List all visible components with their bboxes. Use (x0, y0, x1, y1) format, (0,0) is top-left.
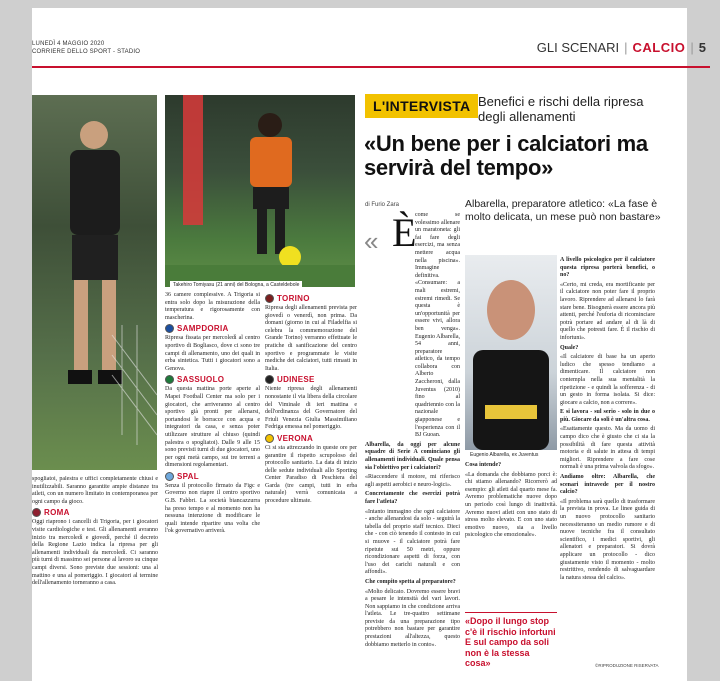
col2-intro: 36 camere complessive. A Trigoria si entra solo dopo la misurazione della temperatura e rigorosamente con mascherina. (165, 292, 260, 321)
team-roma-name: ROMA (44, 508, 70, 518)
training-photo-left (32, 95, 157, 470)
team-roma-text: Oggi riaprono i cancelli di Trigoria, per i giocatori visite cardiologiche e test. Gli allenamenti avranno inizio tra mercoledì e giovedì, perché il decreto della Regione Lazio indica la ripresa per gli allenamenti individuali da mercoledì. Ci saranno più turni di massimo sei persone al lavoro su cinque campi diversi. Sono previste due sessioni: una al mattino e una al pomeriggio. I giocatori al termine dell'allenamento torneranno a casa. (32, 519, 158, 587)
interview-question-5: A livello psicologico per il calciatore questa ripresa porterà benefici, o no? (560, 257, 655, 279)
date-text: LUNEDÌ 4 MAGGIO 2020 (32, 41, 105, 47)
article-title: «Un bene per i calciatori ma servirà del tempo» (364, 131, 648, 180)
team-udinese-text: Niente ripresa degli allenamenti nonostante il via libera della circolare del Viminale di ieri mattina e dell'ordinanza del Governatore del Friuli Venezia Giulia Massimiliano Fedriga emessa nel pomeriggio. (265, 386, 357, 431)
team-torino (265, 294, 357, 303)
interview-answer-6: «Il calciatore di base ha un aperto ludico che spesso tendiamo a dimenticare. Il calciatore non contempla nella sua mentalità la ripetizione - e quindi la sofferenza - di un gesto in forma isolata. Si dice: giocare a calcio, non a correre». (560, 354, 655, 406)
interview-answer-2: «Intanto immagino che ogni calciatore - anche allenandosi da solo - seguirà la tabella del proprio staff tecnico. Dieci che - con ciò tenendo il contesto in cui si muove - il calciatore potrà fare ripetute sui 50 metri, oppure ricondizionare aspetti di forza, con l'uso dei carichi naturali e con affondi». (365, 508, 460, 576)
player-silhouette-mid (165, 95, 355, 287)
team-verona (265, 434, 357, 443)
publication-name: CORRIERE DELLO SPORT - STADIO (32, 49, 141, 55)
column-2 (165, 292, 260, 672)
interview-answer-3: «Molto delicato. Dovremo essere bravi a pesare le intensità del vari lavori. Non sappiamo in che condizione arriva l'atleta. Le tre-quattro settimane previste da una preparazione tipo potrebbero non bastare per garantire prestazioni all'altezza, questo dobbiamo metterlo in conto». (365, 588, 460, 648)
interview-answer-8: «Il problema sarà quello di trasformare la prevista in prova. Le linee guida di un nuovo protocollo sanitario necessiteranno un medio rumore e di nuove tecniche fra il consultato scientifico, i medici sportivi, gli allenatori e preparatori. Si dovrà applicare un protocollo - dico giustamente visto il momento - molto restrittivo, rendendo di salvaguardare la natura stessa del calcio». (560, 498, 655, 581)
page-number: 5 (698, 40, 706, 55)
interview-question-7: E si lavora - sul serio - solo in due o più. Giocare da soli è un'altra cosa. (560, 409, 655, 423)
page-separator: | (690, 40, 694, 55)
team-udinese (265, 375, 357, 384)
spal-badge-icon (165, 472, 174, 481)
team-udinese-name: UDINESE (277, 375, 315, 385)
interview-lead: come se volessimo allenare un maratoneta: gli fai fare degli esercizi, ma senza mettere acqua nella piscina». Immagine definitiva. «Consumare: a mali estremi, estremi rimedi. Se questa è un'opportunità per essere vivi, allora ben venga». Eugenio Albarella, 54 anni, preparatore atletico, da tempo collabora con Alberto Zaccheroni, dalla Juventus (2010) fino al quadriennio con la nazionale giapponese e l'esperienza con il BJ Guoan. (415, 212, 460, 439)
team-sassuolo-name: SASSUOLO (177, 375, 225, 385)
sampdoria-badge-icon (165, 324, 174, 333)
interview-question-6: Quale? (560, 344, 579, 351)
team-sampdoria-name: SAMPDORIA (177, 324, 229, 334)
photo-caption-albarella: Eugenio Albarella, ex Juventus (467, 451, 541, 459)
team-verona-name: VERONA (277, 433, 314, 443)
interview-answer-7: «Esattamente questo. Ma da uomo di campo dico che è giusto che ci sia la possibilità di fare questa attività motoria e di salute in attesa di tempi migliori. Riprendere a fare cose normali è una prima valvola da sfogo». (560, 426, 655, 471)
interview-question-8: Andiamo oltre: Albarella, che scenari intravede per il nostro calcio? (560, 474, 655, 496)
team-sampdoria (165, 324, 260, 333)
section-main-label: CALCIO (632, 40, 686, 55)
interview-answer-1: «Riaccendere il motore, mi riferisco agli aspetti aerobici e neuro-logici». (365, 474, 460, 488)
interview-answer-4: «La domanda che dobbiamo porci è: chi stiamo allenando? Ricorrerò ad esempio: gli atleti dal quarto mese fa. Avremo problematiche nuove dopo un periodo così lungo di inattività. Avremo nuovi atleti con uno stato di stress molto elevato. E con uno stato emotivo nuovo, sia a livello psicologico che emozionale». (465, 471, 557, 539)
interview-answer-5: «Certo, mi creda, era mortificante per il calciatore non poter fare il proprio lavoro. Riprendere ad allenarsi lo farà stare bene. Bisognerà essere ancora più attenti, perché l'euforia di ricominciare potrà portare ad andare al di là di quello che potresti fare. È il rischio di infortuni». (560, 281, 655, 341)
interview-question-2: Concretamente che esercizi potrà fare l'atleta? (365, 491, 460, 505)
portrait-albarella (465, 255, 557, 450)
interview-column-2 (465, 460, 557, 605)
drop-cap: È (392, 210, 417, 255)
player-silhouette-left (32, 95, 157, 470)
pull-quote: «Dopo il lungo stop c'è il rischio infortuni E sul campo da soli non è la stessa cosa» (465, 612, 557, 669)
torino-badge-icon (265, 294, 274, 303)
interview-column-3 (560, 255, 655, 672)
training-photo-tomiyasu (165, 95, 355, 287)
interview-question-4: Cosa intende? (465, 462, 502, 468)
team-spal-text: Senza il protocollo firmato da Figc e Governo non riapre il centro sportivo G.B. Fabbri. La società biancazzurra ha preso tempo e al momento non ha nessuna intenzione di modificare le quali intende ripartire una volta che l'ok governativo arriverà. (165, 482, 260, 535)
roma-badge-icon (32, 508, 41, 517)
column-3 (265, 292, 357, 672)
udinese-badge-icon (265, 375, 274, 384)
section-separator: | (624, 40, 628, 55)
interview-column-1 (365, 212, 460, 672)
verona-badge-icon (265, 434, 274, 443)
team-sassuolo (165, 375, 260, 384)
article-subtitle: Albarella, preparatore atletico: «La fase è molto delicata, un mese può non bastare» (465, 198, 661, 223)
section-header (537, 40, 706, 55)
issue-date (32, 40, 140, 56)
section-label: GLI SCENARI (536, 40, 620, 55)
header-rule (32, 66, 710, 68)
article-byline: di Furio Zara (365, 202, 400, 208)
team-sassuolo-text: Da questa mattina porte aperte al Mapei Football Center ma solo per i giocatori, che arriveranno al centro sportivo già pronti per allenarsi, portandosi le borracce con acqua e integratori da casa, e senza poter utilizzare strutture al chiuso (quindi palestra o spogliatoi). Dalle 9 alle 15 sono previsti turni di due giocatori, uno per ogni metà campo, sui tre terreni a dimensioni regolamentari. (165, 386, 260, 469)
sassuolo-badge-icon (165, 375, 174, 384)
interview-question-1: Albarella, da oggi per alcune squadre di Serie A cominciano gli allenamenti individuali. Quale pensa sia l'obiettivo per i calciatori? (365, 441, 460, 471)
column-1 (32, 476, 158, 671)
interview-subhead: Benefici e rischi della ripresa degli allenamenti (478, 94, 644, 124)
team-spal-name: SPAL (177, 471, 199, 481)
interview-question-3: Che compito spetta al preparatore? (365, 578, 456, 585)
portrait-figure (465, 255, 557, 450)
team-roma (32, 508, 158, 517)
quote-mark-icon: « (364, 226, 379, 256)
team-verona-text: Ci si sta attrezzando in queste ore per garantire il rispetto scrupoloso del protocollo sanitario. La data di inizio delle sedute individuali allo Sporting Center Paradiso di Peschiera del Garda (tre campi, tutti in erba naturale) verrà comunicata a procedure ultimate. (265, 444, 357, 505)
photo-caption-tomiyasu: Takehiro Tomiyasu (21 anni) del Bologna, a Casteldebole (170, 281, 302, 289)
interview-kicker: L'INTERVISTA (365, 94, 478, 118)
team-spal (165, 472, 260, 481)
team-sampdoria-text: Ripresa fissata per mercoledì al centro sportivo di Bogliasco, dove ci sono tre campi di allenamento, uno dei quali in erba sintetica. Tutti i giocatori sono a Genova. (165, 335, 260, 372)
team-torino-name: TORINO (277, 293, 310, 303)
team-torino-text: Ripresa degli allenamenti prevista per giovedì o venerdì, non prima. Da domani (giorno in cui al Filadelfia si celebra la commemorazione del Grande Torino) verranno effettuate le pratiche di sanificazione del centro sportivo e programmate le visite mediche dei calciatori, tutti rimasti in Italia. (265, 305, 357, 372)
copyright-signature: ©RIPRODUZIONE RISERVATA (595, 663, 659, 668)
col1-intro: spogliatoi, palestra e uffici completamente chiusi e inutilizzabili. Saranno garantite ampie distanze tra atleti, con un numero limitato in contemporanea per ogni campo da gioco. (32, 476, 158, 505)
